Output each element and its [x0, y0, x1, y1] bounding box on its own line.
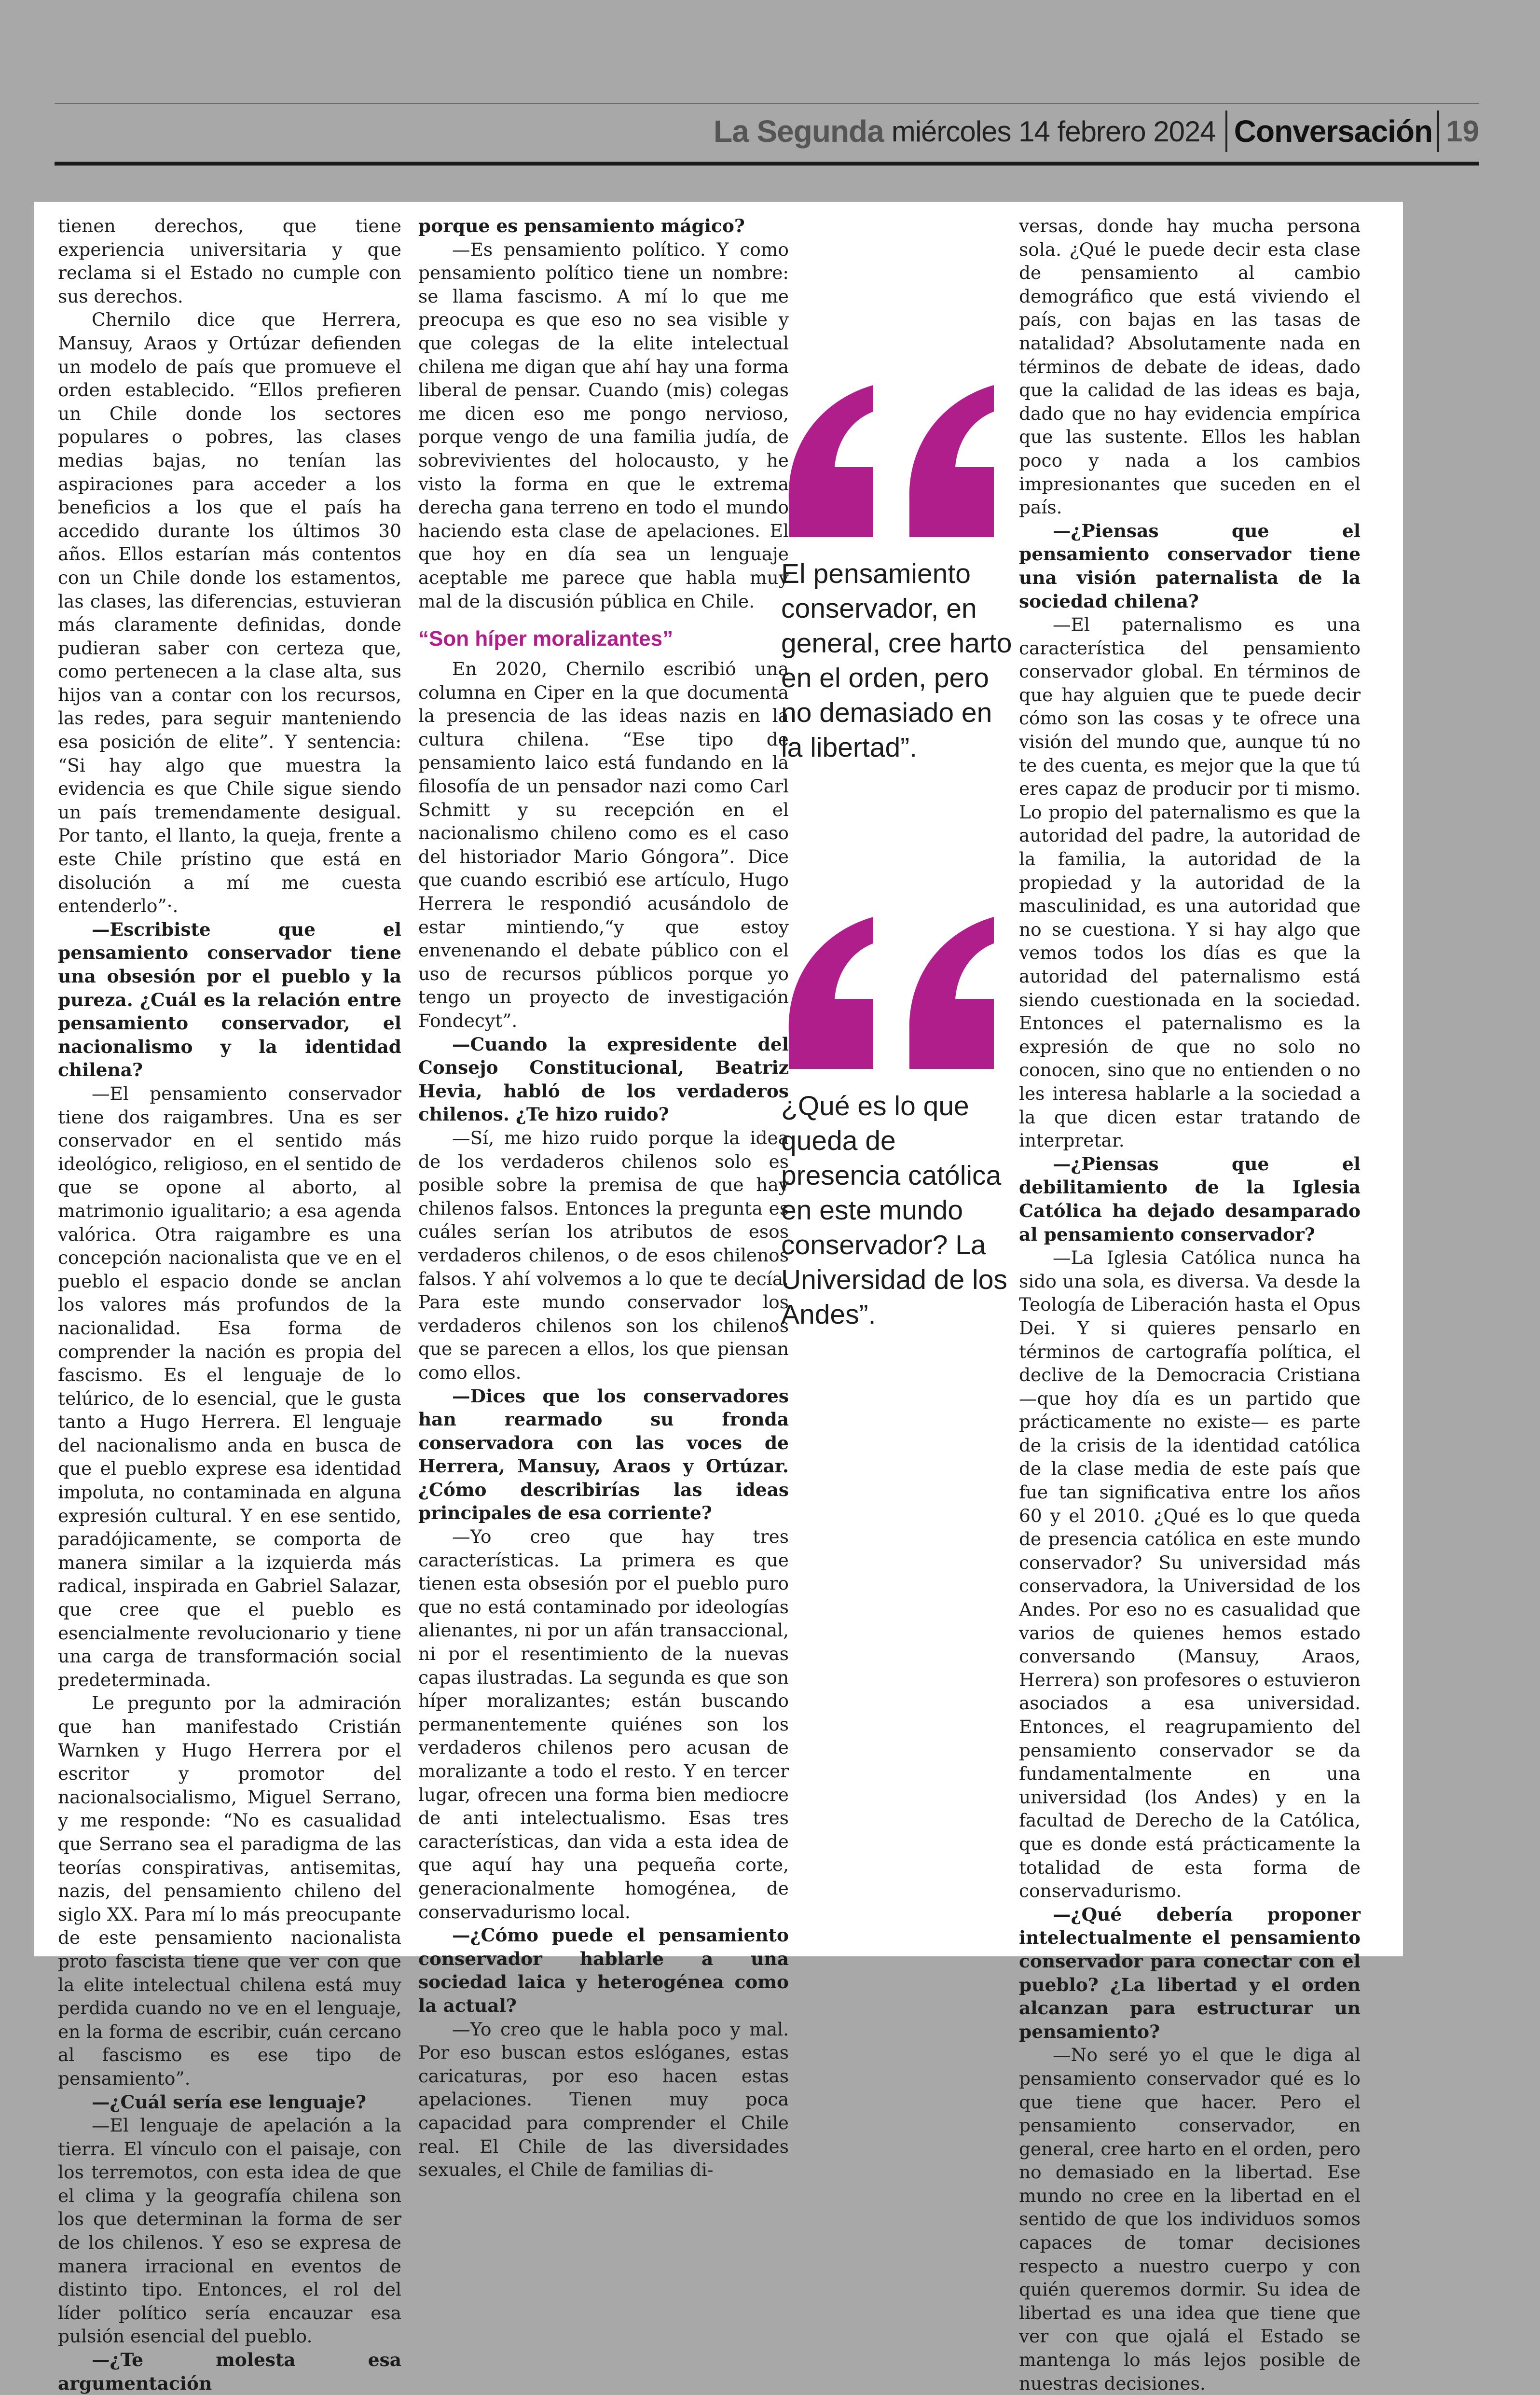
interview-question: —Escribiste que el pensamiento conservador tiene una obsesión por el pueblo y la pureza. ¿Cuál es la relación entre pensamiento conservador, el nacionalismo y la identidad chilena? [58, 918, 401, 1081]
pull-quote-2: ¿Qué es lo que queda de presencia católica en este mundo conservador? La Universidad de los Andes”. [781, 1091, 1007, 1330]
article-column-1 [58, 214, 401, 2395]
interview-question: —¿Qué debería proponer intelectualmente el pensamiento conservador para conectar con el pueblo? ¿La libertad y el orden alcanzan para estructurar un pensamiento? [1019, 1903, 1361, 2042]
interview-question: —¿Cuál sería ese lenguaje? [92, 2091, 366, 2113]
header-divider [1437, 111, 1439, 152]
header-divider [1225, 111, 1227, 152]
article-paragraph: —La Iglesia Católica nunca ha sido una sola, es diversa. Va desde la Teología de Liberación hasta el Opus Dei. Y si quieres pensarlo en términos de cartografía política, el declive de la Democracia Cristiana —que hoy día es un partido que prácticamente no existe— es parte de la crisis de la identidad católica de la clase media de este país que fue tan significativa entre los años 60 y el 2010. ¿Qué es lo que queda de presencia católica en este mundo conservador? Su universidad más conservadora, la Universidad de los Andes. Por eso no es casualidad que varios de quienes hemos estado conversando (Mansuy, Araos, Herrera) son profesores o estuvieron asociados a esa universidad. Entonces, el reagrupamiento del pensamiento conservador se da fundamentalmente en una universidad (los Andes) y en la facultad de Derecho de la Católica, que es donde está prácticamente la totalidad de esta forma de conservadurismo. [1019, 1247, 1361, 1902]
pull-quote-1: El pensamiento conservador, en general, cree harto en el orden, pero no demasiado en la libertad”. [781, 558, 1012, 763]
article-column-3 [1019, 214, 1361, 2395]
article-paragraph: tienen derechos, que tiene experiencia universitaria y que reclama si el Estado no cumple con sus derechos. [58, 215, 401, 307]
article-paragraph: —El pensamiento conservador tiene dos raigambres. Una es ser conservador en el sentido más ideológico, religioso, en el sentido de que se opone al aborto, al matrimonio igualitario; a esa agenda valórica. Otra raigambre es una concepción nacionalista que ve en el pueblo el espacio donde se anclan los valores más profundos de la nacionalidad. Esa forma de comprender la nación es propia del fascismo. Es el lenguaje de lo telúrico, de lo esencial, que le gusta tanto a Hugo Herrera. El lenguaje del nacionalismo anda en busca de que el pueblo exprese esa identidad impoluta, no contaminada en alguna expresión cultural. Y en ese sentido, paradójicamente, se comporta de manera similar a la izquierda más radical, inspirada en Gabriel Salazar, que cree que el pueblo es esencialmente revolucionario y tiene una carga de transformación social predeterminada. [58, 1082, 401, 1690]
article-column-2 [418, 214, 789, 2182]
subheading: “Son híper moralizantes” [418, 627, 674, 651]
newspaper-name: La Segunda [714, 114, 884, 149]
interview-question: —¿Te molesta esa argumentación [58, 2349, 401, 2394]
page-header [714, 107, 1479, 155]
page-number: 19 [1446, 114, 1479, 148]
interview-question: —Dices que los conservadores han rearmado su fronda conservadora con las voces de Herrera, Mansuy, Araos y Ortúzar. ¿Cómo describirías las ideas principales de esa corriente? [418, 1385, 789, 1524]
interview-question: —¿Piensas que el debilitamiento de la Iglesia Católica ha dejado desamparado al pensamiento conservador? [1019, 1153, 1361, 1245]
quote-icon [777, 912, 1013, 1071]
article-paragraph: versas, donde hay mucha persona sola. ¿Qué le puede decir esta clase de pensamiento al cambio demográfico que está viviendo el país, con bajas en las tasas de natalidad? Absolutamente nada en términos de debate de ideas, dado que la calidad de las ideas es baja, dado que no hay evidencia empírica que las sustente. Ellos les hablan poco y nada a los cambios impresionantes que suceden en el país. [1019, 215, 1361, 518]
article-paragraph: —Yo creo que le habla poco y mal. Por eso buscan estos eslóganes, estas caricaturas, por eso hacen estas apelaciones. Tienen muy poca capacidad para comprender el Chile real. El Chile de las diversidades sexuales, el Chile de familias di- [418, 2018, 789, 2181]
interview-question: —¿Piensas que el pensamiento conservador tiene una visión paternalista de la sociedad chilena? [1019, 520, 1361, 612]
article-paragraph: Chernilo dice que Herrera, Mansuy, Araos y Ortúzar defienden un modelo de país que promueve el orden establecido. “Ellos prefieren un Chile donde los sectores populares o pobres, las clases medias bajas, no tenían las aspiraciones para acceder a los beneficios a los que el país ha accedido durante los últimos 30 años. Ellos estarían más contentos con un Chile donde los estamentos, las clases, las diferencias, estuvieran más claramente definidas, donde pudieran saber con certeza que, como pertenecen a la clase alta, sus hijos van a contar con los recursos, las redes, para seguir manteniendo esa posición de elite”. Y sentencia: “Si hay algo que muestra la evidencia es que Chile sigue siendo un país tremendamente desigual. Por tanto, el llanto, la queja, frente a este Chile prístino que está en disolución a mí me cuesta entenderlo”·. [58, 309, 401, 917]
article-page [34, 202, 1403, 2394]
article-paragraph: —No seré yo el que le diga al pensamiento conservador qué es lo que tiene que hacer. Pero el pensamiento conservador, en general, cree harto en el orden, pero no demasiado en la libertad. Ese mundo no cree en la libertad en el sentido de que los individuos somos capaces de tomar decisiones respecto a nuestro cuerpo y con quién queremos dormir. Su idea de libertad es una idea que tiene que ver con que ojalá el Estado se mantenga lo más lejos posible de nuestras decisiones. [1019, 2044, 1361, 2394]
article-paragraph: Le pregunto por la admiración que han manifestado Cristián Warnken y Hugo Herrera por el escritor y promotor del nacionalsocialismo, Miguel Serrano, y me responde: “No es casualidad que Serrano sea el paradigma de las teorías conspirativas, antisemitas, nazis, del pensamiento chileno del siglo XX. Para mí lo más preocupante de este pensamiento nacionalista proto fascista tiene que ver con que la elite intelectual chilena está muy perdida cuando no ve en el lenguaje, en la forma de escribir, cuán cercano al fascismo es ese tipo de pensamiento”. [58, 1692, 401, 2089]
article-paragraph: —El lenguaje de apelación a la tierra. El vínculo con el paisaje, con los terremotos, con esta idea de que el clima y la geografía chilena son los que determinan la forma de ser de los chilenos. Y eso se expresa de manera irracional en eventos de distinto tipo. Entonces, el rol del líder político sería encauzar esa pulsión esencial del pueblo. [58, 2115, 401, 2347]
header-bottom-rule [55, 162, 1479, 166]
article-paragraph: —El paternalismo es una característica del pensamiento conservador global. En términos de que hay alguien que te puede decir cómo son las cosas y te ofrece una visión del mundo que, aunque tú no te des cuenta, es mejor que la que tú eres capaz de producir por ti mismo. Lo propio del paternalismo es que la autoridad del padre, la autoridad de la familia, la autoridad de la propiedad y la autoridad de la masculinidad, es una autoridad que no se cuestiona. Y si hay algo que vemos todos los días es que la autoridad del paternalismo está siendo cuestionada en la sociedad. Entonces el paternalismo es la expresión de que no solo no conocen, sino que no entienden o no les interesa hablarle a la sociedad a la que dicen estar tratando de interpretar. [1019, 614, 1361, 1151]
interview-question: —Cuando la expresidente del Consejo Constitucional, Beatriz Hevia, habló de los verdaderos chilenos. ¿Te hizo ruido? [418, 1033, 789, 1125]
article-paragraph: —Es pensamiento político. Y como pensamiento político tiene un nombre: se llama fascismo. A mí lo que me preocupa es que eso no sea visible y que colegas de la elite intelectual chilena me digan que ahí hay una forma liberal de pensar. Cuando (mis) colegas me dicen eso me pongo nervioso, porque vengo de una familia judía, de sobrevivientes del holocausto, y he visto la forma en que le extrema derecha gana terreno en todo el mundo haciendo esta clase de apelaciones. El que hoy en día sea un lenguaje aceptable me parece que habla muy mal de la discusión pública en Chile. [418, 238, 789, 612]
header-top-rule [55, 103, 1479, 104]
article-paragraph: —Sí, me hizo ruido porque la idea de los verdaderos chilenos solo es posible sobre la premisa de que hay chilenos falsos. Entonces la pregunta es cuáles serían los atributos de esos verdaderos chilenos, o de esos chilenos falsos. Y ahí volvemos a lo que te decía. Para este mundo conservador los verdaderos chilenos son los chilenos que se parecen a ellos, los que piensan como ellos. [418, 1127, 789, 1383]
issue-date: miércoles 14 febrero 2024 [891, 115, 1216, 148]
quote-icon [777, 380, 1013, 540]
article-paragraph: En 2020, Chernilo escribió una columna en Ciper en la que documenta la presencia de las ideas nazis en la cultura chilena. “Ese tipo de pensamiento laico está fundando en la filosofía de un pensador nazi como Carl Schmitt y su recepción en el nacionalismo chileno como es el caso del historiador Mario Góngora”. Dice que cuando escribió ese artículo, Hugo Herrera le respondió acusándolo de estar mintiendo,“y que estoy envenenando el debate público con el uso de recursos públicos porque yo tengo un proyecto de investigación Fondecyt”. [418, 658, 789, 1031]
interview-question: —¿Cómo puede el pensamiento conservador hablarle a una sociedad laica y heterogénea como la actual? [418, 1924, 789, 2016]
section-name: Conversación [1234, 114, 1433, 149]
article-paragraph: —Yo creo que hay tres características. La primera es que tienen esta obsesión por el pueblo puro que no está contaminado por ideologías alienantes, ni por un afán transaccional, ni por el resentimiento de la nuevas capas ilustradas. La segunda es que son híper moralizantes; están buscando permanentemente quiénes son los verdaderos chilenos pero acusan de moralizante a todo el resto. Y en tercer lugar, ofrecen una forma bien mediocre de anti intelectualismo. Esas tres características, dan vida a esta idea de que aquí hay una pequeña corte, generacionalmente homogénea, de conservadurismo local. [418, 1526, 789, 1923]
interview-question: porque es pensamiento mágico? [418, 215, 745, 236]
